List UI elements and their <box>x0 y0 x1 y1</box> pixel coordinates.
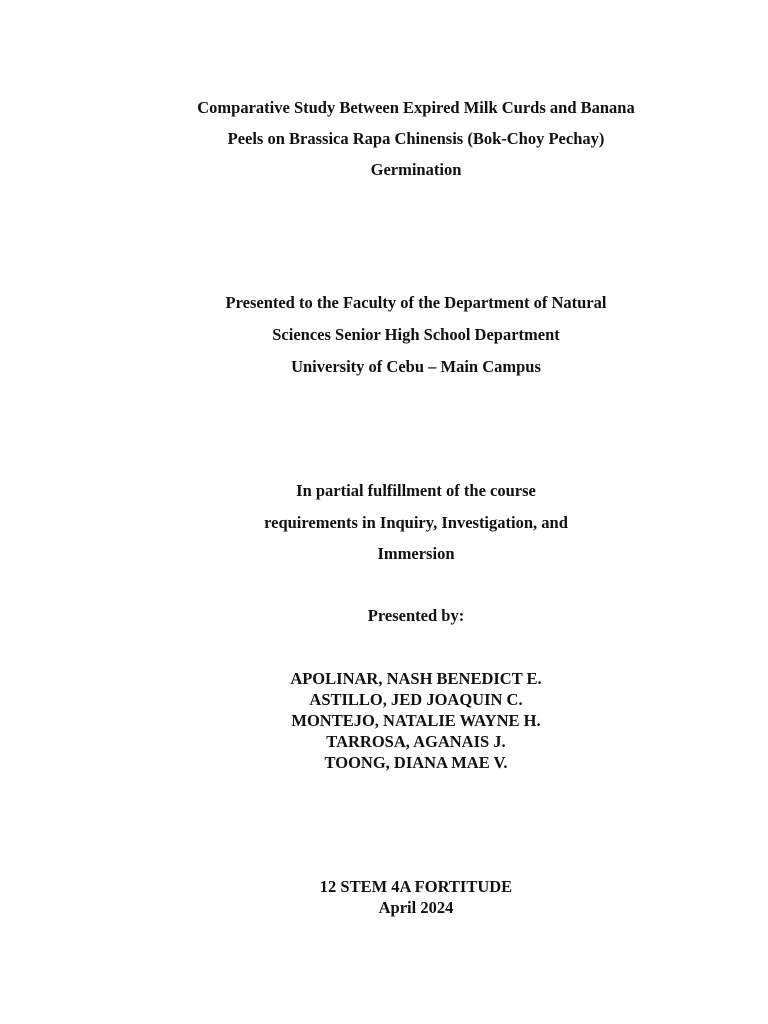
author-name: TARROSA, AGANAIS J. <box>326 732 506 751</box>
section-name: 12 STEM 4A FORTITUDE <box>319 877 513 896</box>
presentation-line-3: University of Cebu – Main Campus <box>291 357 541 376</box>
author-name: TOONG, DIANA MAE V. <box>324 753 508 772</box>
document-date: April 2024 <box>378 898 454 917</box>
title-line-1: Comparative Study Between Expired Milk Curds and Banana <box>197 98 635 117</box>
title-line-2: Peels on Brassica Rapa Chinensis (Bok-Choy Pechay) <box>227 129 605 148</box>
presentation-line-2: Sciences Senior High School Department <box>272 325 560 344</box>
fulfillment-line-2: requirements in Inquiry, Investigation, and <box>264 513 568 532</box>
fulfillment-line-3: Immersion <box>377 544 455 563</box>
author-name: ASTILLO, JED JOAQUIN C. <box>309 690 523 709</box>
author-name: APOLINAR, NASH BENEDICT E. <box>290 669 542 688</box>
presented-by-label: Presented by: <box>367 606 465 625</box>
presentation-line-1: Presented to the Faculty of the Department of Natural <box>225 293 607 312</box>
author-name: MONTEJO, NATALIE WAYNE H. <box>291 711 541 730</box>
title-line-3: Germination <box>370 160 462 179</box>
fulfillment-line-1: In partial fulfillment of the course <box>296 481 536 500</box>
